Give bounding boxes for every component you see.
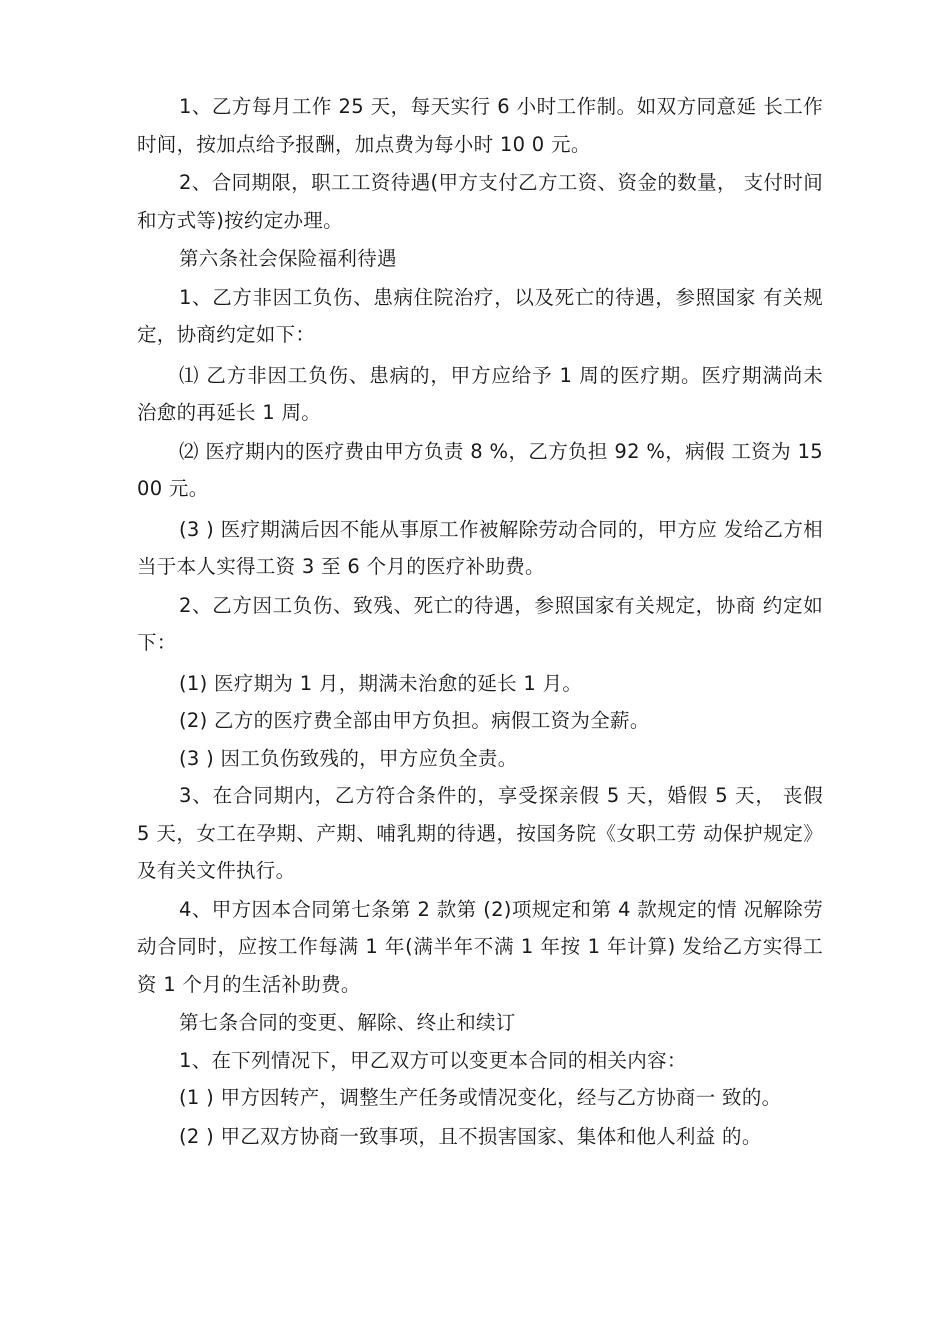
section-heading-article-7: 第七条合同的变更、解除、终止和续订 <box>179 1011 516 1034</box>
paragraph-medical-subsidy: (3 ) 医疗期满后因不能从事原工作被解除劳动合同的，甲方应 发给乙方相当于本人实得工资 3 至 6 个月的医疗补助费。 <box>137 517 823 578</box>
paragraph-leave: 3、在合同期内，乙方符合条件的，享受探亲假 5 天，婚假 5 天， 丧假 5 天，女工在孕期、产期、哺乳期的待遇，按国务院《女职工劳 动保护规定》及有关文件执行。 <box>137 784 823 882</box>
paragraph-medical-costs: ⑵ 医疗期内的医疗费由甲方负责 8 %，乙方负担 92 %，病假 工资为 1500 元。 <box>137 439 823 500</box>
paragraph-mutual-agreement: (2 ) 甲乙双方协商一致事项，且不损害国家、集体和他人利益 的。 <box>179 1124 762 1148</box>
paragraph-non-work-injury: 1、乙方非因工负伤、患病住院治疗，以及死亡的待遇，参照国家 有关规定，协商约定如下： <box>137 285 823 346</box>
document-body <box>137 88 823 1155</box>
paragraph-change-conditions: 1、在下列情况下，甲乙双方可以变更本合同的相关内容： <box>179 1048 687 1072</box>
section-heading-article-6: 第六条社会保险福利待遇 <box>179 247 397 270</box>
paragraph-work-injury-period: (1) 医疗期为 1 月，期满未治愈的延长 1 月。 <box>179 671 583 695</box>
paragraph-contract-term: 2、合同期限，职工工资待遇(甲方支付乙方工资、资金的数量， 支付时间和方式等)按约定办理。 <box>137 171 823 232</box>
paragraph-conversion: (1 ) 甲方因转产，调整生产任务或情况变化，经与乙方协商一 致的。 <box>179 1086 782 1109</box>
paragraph-work-hours: 1、乙方每月工作 25 天，每天实行 6 小时工作制。如双方同意延 长工作时间，按加点给予报酬，加点费为每小时 10 0 元。 <box>137 95 823 156</box>
paragraph-living-subsidy: 4、甲方因本合同第七条第 2 款第 (2)项规定和第 4 款规定的情 况解除劳动合同时，应按工作每满 1 年(满半年不满 1 年按 1 年计算) 发给乙方实得工资 1 个月的生活补助费。 <box>137 897 823 996</box>
paragraph-work-injury: 2、乙方因工负伤、致残、死亡的待遇，参照国家有关规定，协商 约定如下： <box>137 593 823 654</box>
paragraph-disability: (3 ) 因工负伤致残的，甲方应负全责。 <box>179 746 518 770</box>
paragraph-medical-period: ⑴ 乙方非因工负伤、患病的，甲方应给予 1 周的医疗期。医疗期满尚未治愈的再延长 1 周。 <box>137 363 823 424</box>
paragraph-work-injury-costs: (2) 乙方的医疗费全部由甲方负担。病假工资为全薪。 <box>179 709 650 732</box>
